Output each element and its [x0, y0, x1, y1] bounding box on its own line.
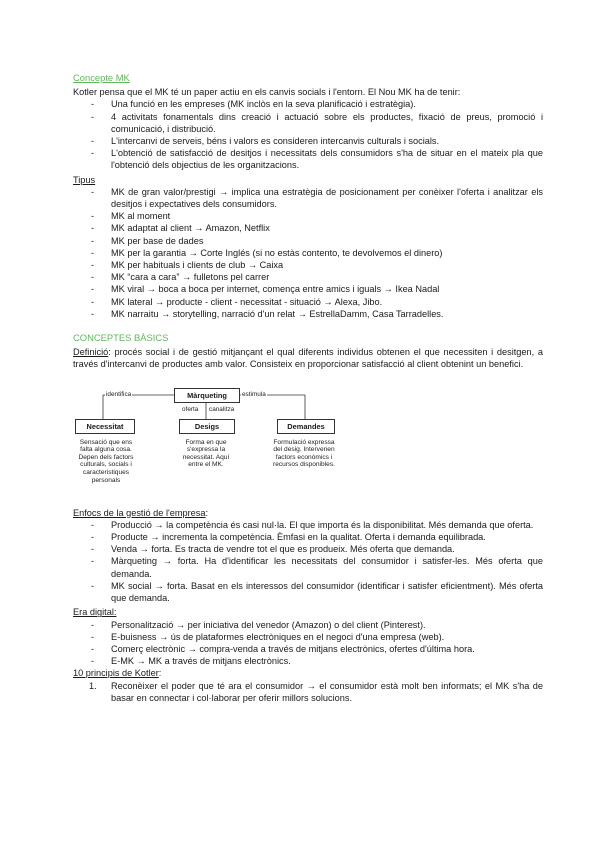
- list-item: - Personalització → per iniciativa del venedor (Amazon) o del client (Pinterest).: [73, 619, 543, 631]
- list-item: - Comerç electrònic → compra-venda a través de mitjans electrònics, ofertes d'última hora.: [73, 643, 543, 655]
- section-title-concepte: Concepte MK: [73, 72, 130, 83]
- definition-paragraph: [73, 346, 543, 370]
- list-item: - L'intercanvi de serveis, béns i valors es consideren intercanvis culturals i socials.: [73, 135, 543, 147]
- subtitle-principis: 10 principis de Kotler: [73, 668, 159, 679]
- item-number: 1.: [89, 680, 97, 691]
- principis-list: [73, 680, 543, 704]
- label-estimula: estimula: [242, 390, 266, 398]
- enfocs-list: [73, 519, 543, 604]
- definition-label: Definició: [73, 347, 109, 358]
- list-item: [73, 680, 543, 704]
- tipus-list: [73, 186, 543, 320]
- era-list: [73, 619, 543, 668]
- enfocs-colon: :: [205, 507, 209, 518]
- list-item: - MK de gran valor/prestigi → implica una estratègia de posicionament per conèixer l'oferta i analitzar els desitjos i expectatives dels consumidors.: [73, 186, 543, 210]
- subtitle-tipus: Tipus: [73, 174, 96, 185]
- document-page: [73, 72, 543, 704]
- concepte-intro: Kotler pensa que el MK té un paper actiu en els canvis socials i l'entorn. El Nou MK ha de tenir:: [73, 87, 461, 98]
- list-item: - MK lateral → producte - client - necessitat - situació → Alexa, Jibo.: [73, 296, 543, 308]
- list-item: - MK narraitu → storytelling, narració d'un relat → EstrellaDamm, Casa Tarradelles.: [73, 308, 543, 320]
- concepte-list: [73, 98, 543, 171]
- label-oferta: oferta: [182, 405, 199, 413]
- subtitle-era-digital: Era digital:: [73, 607, 117, 618]
- label-identifica: identifica: [106, 390, 132, 398]
- list-item: - Producte → incrementa la competència. Èmfasi en la qualitat. Oferta i demanda equilibrada.: [73, 531, 543, 543]
- list-item: - Màrqueting → forta. Ha d'identificar les necessitats del consumidor i satisfer-les. Més oferta que demanda.: [73, 555, 543, 579]
- list-item: - L'obtenció de satisfacció de desitjos i necessitats dels consumidors s'ha de situar en el mateix pla que l'obtenció dels objectius de les organitzacions.: [73, 147, 543, 171]
- list-item: - Una funció en les empreses (MK inclòs en la seva planificació i estratègia).: [73, 98, 543, 110]
- principis-colon: :: [158, 668, 162, 679]
- list-item: - MK per base de dades: [73, 235, 543, 247]
- box-necessitat: Necessitat: [75, 419, 135, 434]
- item-text: Reconèixer el poder que té ara el consumidor → el consumidor està molt ben informats; el MK s'ha de basar en connectar i col·laborar per oferir millors solucions.: [111, 680, 543, 703]
- list-item: - MK al moment: [73, 210, 543, 222]
- list-item: - MK viral → boca a boca per internet, comença entre amics i iguals → Ikea Nadal: [73, 283, 543, 295]
- desc-necessitat: Sensació que ens falta alguna cosa. Depen dels factors culturals, socials i caracteristiques personals: [78, 438, 134, 484]
- box-demandes: Demandes: [277, 419, 335, 434]
- list-item: - E-buisness → ús de plataformes electròniques en el negoci d'una empresa (web).: [73, 631, 543, 643]
- list-item: - Venda → forta. Es tracta de vendre tot el que es produeix. Més oferta que demanda.: [73, 543, 543, 555]
- list-item: - MK per la garantia → Corte Inglés (si no estàs contento, te devolvemos el dinero): [73, 247, 543, 259]
- label-canalitza: canalitza: [209, 405, 235, 413]
- box-desigs: Desigs: [179, 419, 235, 434]
- list-item: - MK social → forta. Basat en els interessos del consumidor (identificar i satisfer eficientment). Més oferta que demanda.: [73, 580, 543, 604]
- list-item: - MK per habituals i clients de club → Caixa: [73, 259, 543, 271]
- box-marqueting: Màrqueting: [174, 388, 240, 403]
- section-title-basics: CONCEPTES BÀSICS: [73, 332, 169, 344]
- list-item: - E-MK → MK a través de mitjans electrònics.: [73, 655, 543, 667]
- subtitle-enfocs: Enfocs de la gestió de l'empresa: [73, 507, 206, 518]
- marketing-diagram: [73, 377, 333, 497]
- list-item: - Producció → la competència és casi nul·la. El que importa és la disponibilitat. Més demanda que oferta.: [73, 519, 543, 531]
- definition-text: : procés social i de gestió mitjançant el qual diferents individus obtenen el que necessiten i desitgen, a través d'intercanvi de productes amb valor. Consisteix en proporcionar satisfacció al client obtenint un benefici.: [73, 347, 543, 370]
- list-item: - 4 activitats fonamentals dins creació i actuació sobre els productes, fixació de preus, promoció i comunicació, i distribució.: [73, 111, 543, 135]
- desc-demandes: Formulació expressa del desig. Intervenen factors econòmics i recursos disponibles.: [273, 438, 335, 469]
- desc-desigs: Forma en que s'expressa la necessitat. Aquí entre el MK.: [182, 438, 230, 469]
- list-item: - MK “cara a cara” → fulletons pel carrer: [73, 271, 543, 283]
- list-item: - MK adaptat al client → Amazon, Netflix: [73, 222, 543, 234]
